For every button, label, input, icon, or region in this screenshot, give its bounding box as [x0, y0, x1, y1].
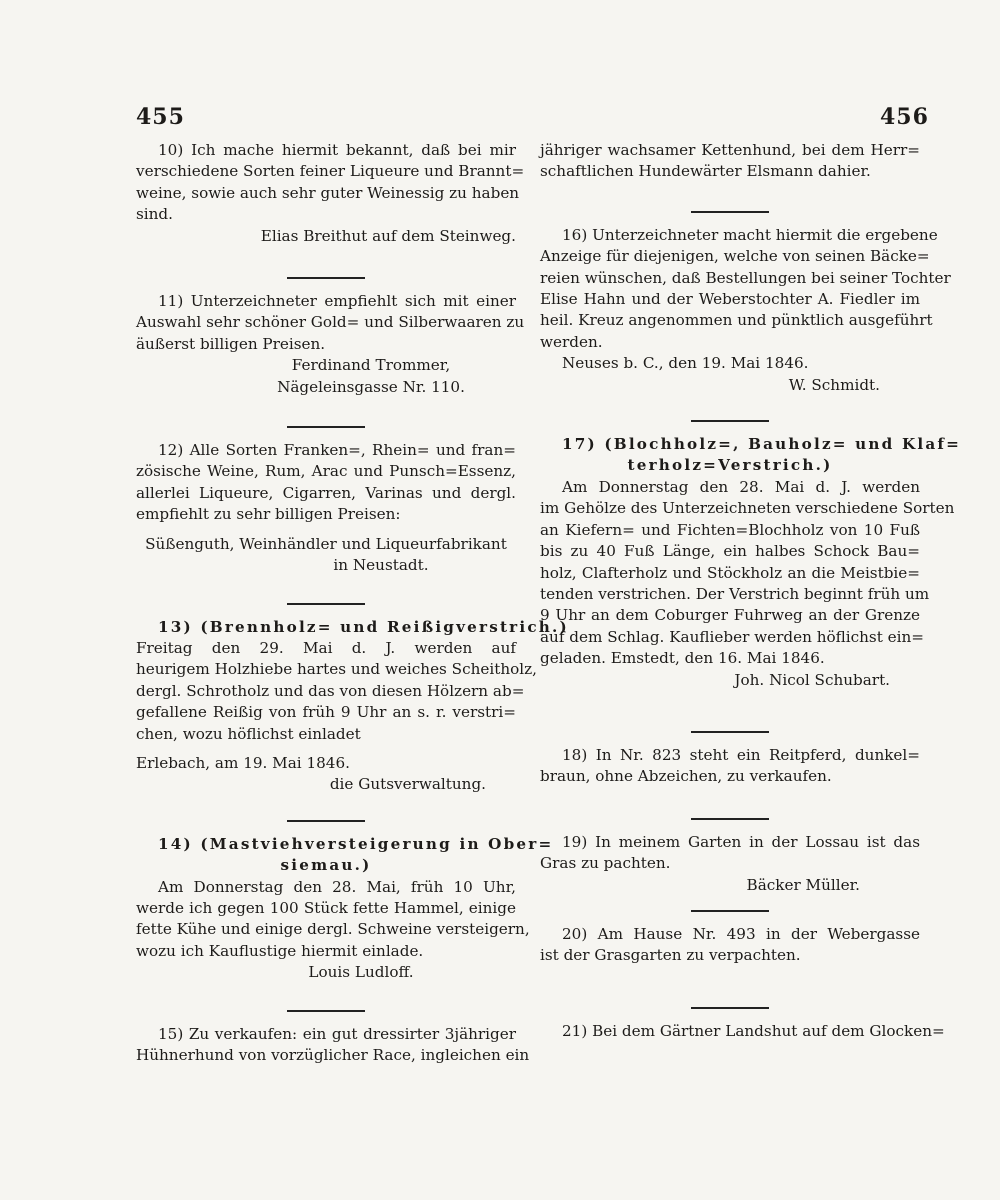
- notice-signature: in Neustadt.: [333, 556, 429, 575]
- notice-line: 16) Unterzeichneter macht hiermit die ergebene: [562, 225, 938, 244]
- notice-19: [540, 832, 920, 912]
- right-column: [540, 140, 962, 1042]
- notice-signature: die Gutsverwaltung.: [329, 775, 486, 794]
- notice-signature: Joh. Nicol Schubart.: [734, 670, 890, 689]
- notice-line: Hühnerhund von vorzüglicher Race, ingleichen ein: [136, 1046, 530, 1064]
- notice-line: wozu ich Kauflustige hiermit einlade.: [136, 941, 424, 960]
- notice-heading: terholz=Verstrich.): [627, 456, 833, 475]
- notice-signature: Ferdinand Trommer,: [291, 356, 451, 375]
- separator-rule: [691, 731, 769, 733]
- notice-line: Am Donnerstag den 28. Mai d. J. werden: [562, 477, 920, 496]
- notice-heading: 14) (Mastviehversteigerung in Ober=: [158, 834, 554, 853]
- separator-rule: [287, 820, 365, 822]
- left-column: [136, 140, 569, 1066]
- notice-line: fette Kühe und einige dergl. Schweine versteigern,: [136, 920, 530, 939]
- notice-line: 15) Zu verkaufen: ein gut dressirter 3jähriger: [158, 1024, 516, 1043]
- notice-13: [136, 617, 569, 822]
- separator-rule: [691, 910, 769, 912]
- notice-heading: siemau.): [280, 856, 372, 875]
- separator-rule: [287, 426, 365, 428]
- notice-16: [540, 225, 951, 422]
- notice-signature: Elias Breithut auf dem Steinweg.: [260, 226, 516, 245]
- notice-line: 10) Ich mache hiermit bekannt, daß bei mir: [158, 141, 516, 159]
- notice-line: auf dem Schlag. Kauflieber werden höflichst ein=: [540, 627, 925, 646]
- notice-14: [136, 834, 554, 1012]
- notice-20: [540, 924, 920, 1009]
- page-number-right: 456: [880, 104, 929, 130]
- notice-line: bis zu 40 Fuß Länge, ein halbes Schock Bau=: [540, 542, 920, 561]
- separator-rule: [287, 277, 365, 279]
- notice-line: chen, wozu höflichst einladet: [136, 724, 361, 743]
- page-number-left: 455: [136, 104, 185, 130]
- notice-line: holz, Clafterholz und Stöckholz an die Meistbie=: [540, 563, 920, 582]
- separator-rule: [691, 211, 769, 213]
- notice-line: Gras zu pachten.: [540, 854, 671, 873]
- notice-signature: Bäcker Müller.: [746, 875, 860, 894]
- notice-18: [540, 745, 920, 820]
- notice-line: sind.: [136, 205, 173, 224]
- notice-line: verschiedene Sorten feiner Liqueure und Brannt=: [136, 162, 525, 181]
- notice-line: werde ich gegen 100 Stück fette Hammel, einige: [136, 898, 516, 917]
- separator-rule: [691, 420, 769, 422]
- notice-line: 19) In meinem Garten in der Lossau ist das: [562, 832, 920, 851]
- notice-line: 11) Unterzeichneter empfiehlt sich mit einer: [158, 292, 516, 311]
- notice-15: [136, 1024, 530, 1067]
- notice-line: schaftlichen Hundewärter Elsmann dahier.: [540, 162, 871, 181]
- separator-rule: [287, 1010, 365, 1012]
- notice-line: 21) Bei dem Gärtner Landshut auf dem Glocken=: [562, 1021, 945, 1040]
- notice-line: Anzeige für diejenigen, welche von seinen Bäcke=: [540, 247, 930, 266]
- notice-line: jähriger wachsamer Kettenhund, bei dem Herr=: [540, 141, 920, 159]
- notice-line: heurigem Holzhiebe hartes und weiches Scheitholz,: [136, 660, 537, 679]
- notice-line: geladen. Emstedt, den 16. Mai 1846.: [540, 649, 825, 668]
- separator-rule: [287, 603, 365, 605]
- notice-line: Am Donnerstag den 28. Mai, früh 10 Uhr,: [158, 877, 516, 896]
- notice-line: dergl. Schrotholz und das von diesen Hölzern ab=: [136, 681, 525, 700]
- notice-signature: Louis Ludloff.: [308, 963, 414, 982]
- notice-line: werden.: [540, 332, 603, 351]
- notice-line: 18) In Nr. 823 steht ein Reitpferd, dunkel=: [562, 745, 920, 764]
- notice-10: [136, 140, 525, 279]
- notice-line: reien wünschen, daß Bestellungen bei seiner Tochter: [540, 268, 951, 287]
- notice-line: 20) Am Hause Nr. 493 in der Webergasse: [562, 924, 920, 943]
- notice-date: Erlebach, am 19. Mai 1846.: [136, 753, 350, 772]
- notice-line: weine, sowie auch sehr guter Weinessig zu haben: [136, 183, 520, 202]
- notice-date: Neuses b. C., den 19. Mai 1846.: [562, 354, 809, 373]
- notice-line: 9 Uhr an dem Coburger Fuhrweg an der Grenze: [540, 606, 920, 625]
- notice-line: allerlei Liqueure, Cigarren, Varinas und dergl.: [136, 483, 516, 502]
- notice-21: [540, 1021, 945, 1042]
- notice-heading: 17) (Blochholz=, Bauholz= und Klaf=: [562, 435, 962, 454]
- notice-line: gefallene Reißig von früh 9 Uhr an s. r. verstri=: [136, 703, 516, 722]
- notice-heading: 13) (Brennholz= und Reißigverstrich.): [158, 617, 569, 636]
- notice-11: [136, 291, 525, 428]
- notice-line: Auswahl sehr schöner Gold= und Silberwaaren zu: [136, 313, 525, 332]
- notice-line: an Kiefern= und Fichten=Blochholz von 10 Fuß: [540, 520, 920, 539]
- notice-line: zösische Weine, Rum, Arac und Punsch=Essenz,: [136, 462, 516, 481]
- notice-12: [136, 440, 516, 604]
- notice-line: ist der Grasgarten zu verpachten.: [540, 946, 801, 965]
- notice-15-continued: [540, 140, 920, 213]
- notice-line: tenden verstrichen. Der Verstrich beginnt früh um: [540, 584, 930, 603]
- notice-signature: W. Schmidt.: [788, 375, 880, 394]
- notice-line: empfiehlt zu sehr billigen Preisen:: [136, 505, 401, 524]
- notice-line: 12) Alle Sorten Franken=, Rhein= und fran=: [158, 441, 516, 460]
- notice-line: heil. Kreuz angenommen und pünktlich ausgeführt: [540, 311, 933, 330]
- notice-line: Freitag den 29. Mai d. J. werden auf: [136, 638, 516, 657]
- notice-line: äußerst billigen Preisen.: [136, 334, 326, 353]
- notice-line: im Gehölze des Unterzeichneten verschiedene Sorten: [540, 499, 955, 518]
- notice-line: Elise Hahn und der Weberstochter A. Fiedler im: [540, 290, 920, 309]
- notice-signature: Nägeleinsgasse Nr. 110.: [277, 377, 465, 396]
- notice-line: braun, ohne Abzeichen, zu verkaufen.: [540, 767, 832, 786]
- separator-rule: [691, 1007, 769, 1009]
- notice-17: [540, 434, 962, 733]
- notice-signature: Süßenguth, Weinhändler und Liqueurfabrikant: [145, 534, 507, 553]
- separator-rule: [691, 818, 769, 820]
